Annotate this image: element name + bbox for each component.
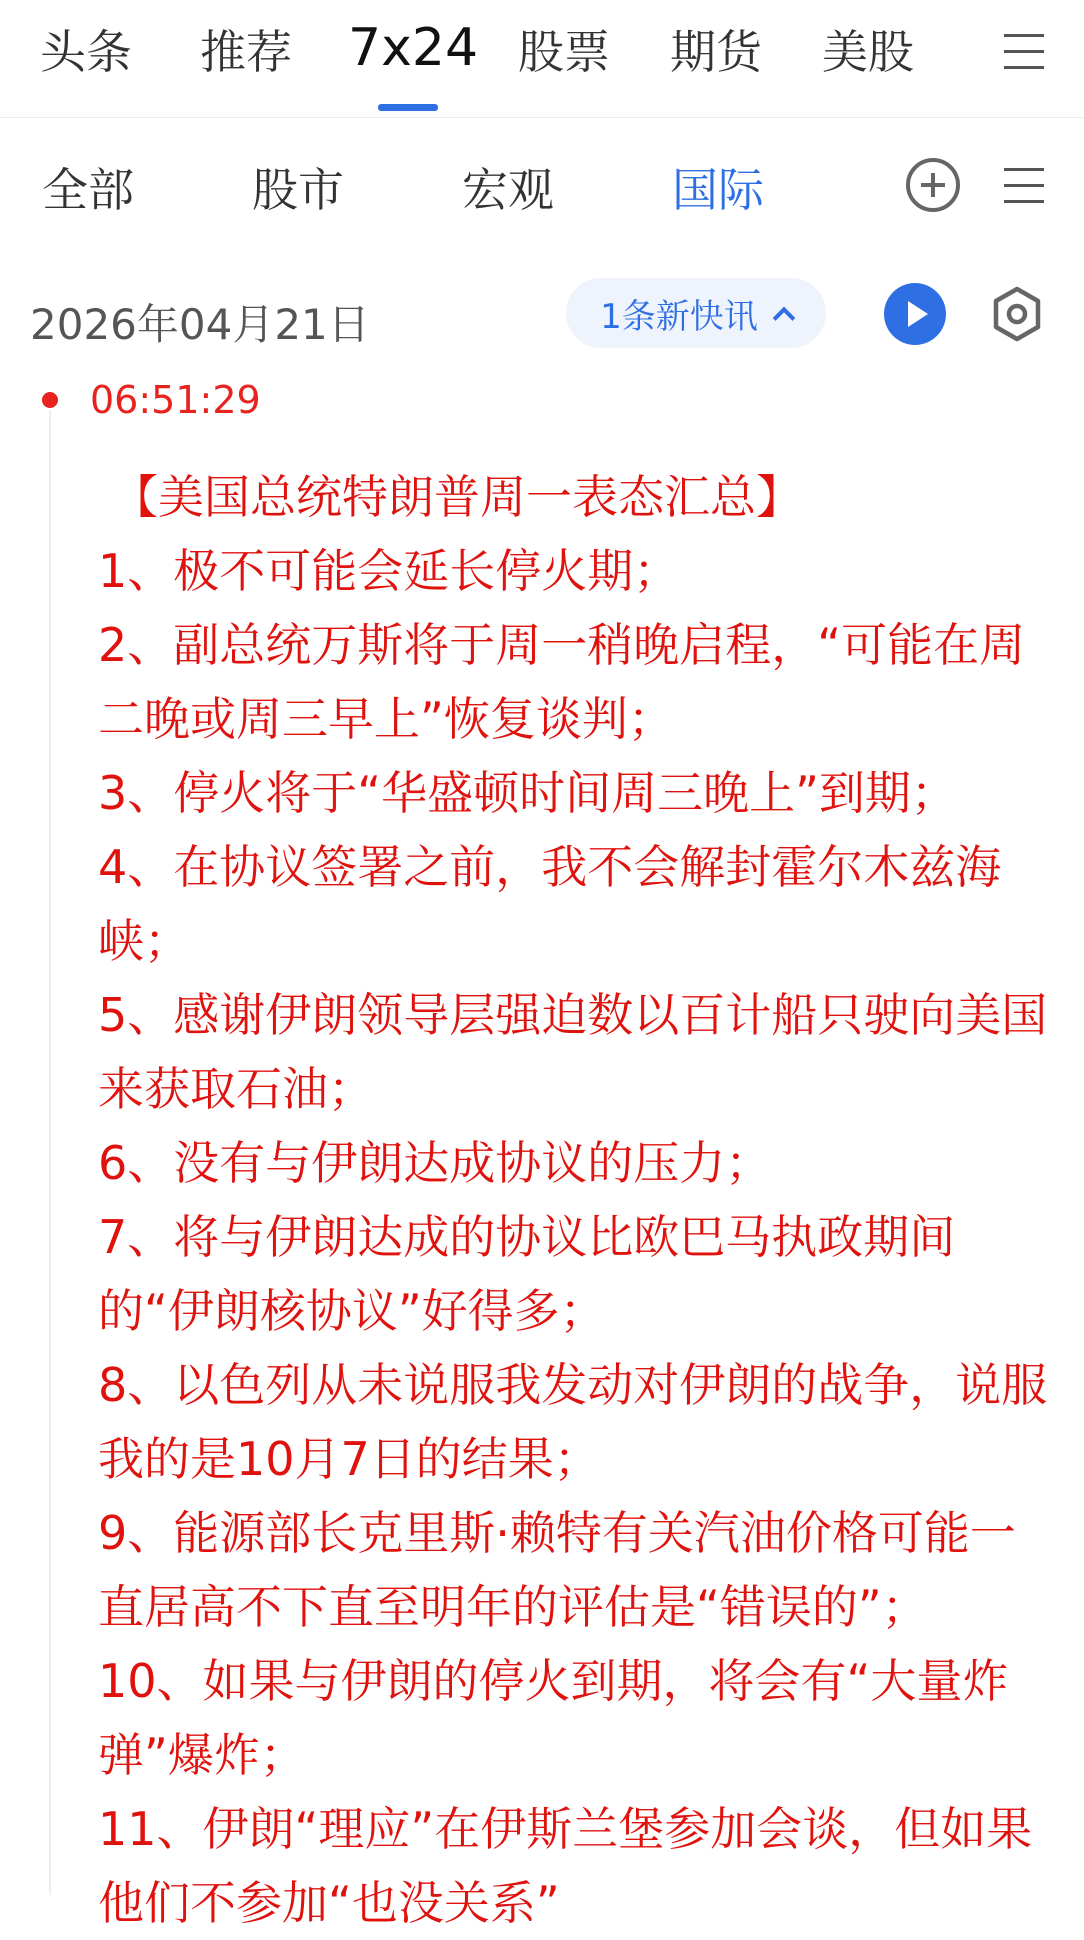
article-title: 【美国总统特朗普周一表态汇总】 [112,470,802,524]
article-item: 4、在协议签署之前，我不会解封霍尔木兹海峡； [98,840,1002,968]
tab-recommend[interactable]: 推荐 [200,25,292,79]
tab-7x24[interactable]: 7x24 [348,18,479,78]
timeline-line [49,410,51,1895]
active-tab-indicator [378,104,438,111]
article-item: 2、副总统万斯将于周一稍晚启程，“可能在周二晚或周三早上”恢复谈判； [98,618,1026,746]
article-item: 8、以色列从未说服我发动对伊朗的战争，说服我的是10月7日的结果； [98,1358,1048,1486]
news-time: 06:51:29 [90,378,261,422]
new-news-label: 1条新快讯 [600,296,758,337]
article-item: 5、感谢伊朗领导层强迫数以百计船只驶向美国来获取石油； [98,988,1048,1116]
chevron-up-icon [772,307,795,330]
article-item: 7、将与伊朗达成的协议比欧巴马执政期间的“伊朗核协议”好得多； [98,1210,956,1338]
date-label: 2026年04月21日 [30,300,370,349]
new-news-button[interactable] [566,278,826,348]
category-stock-market[interactable]: 股市 [252,163,344,217]
category-macro[interactable]: 宏观 [462,163,554,217]
article-item: 3、停火将于“华盛顿时间周三晚上”到期； [98,766,957,820]
tab-stocks[interactable]: 股票 [518,25,610,79]
article-item: 10、如果与伊朗的停火到期，将会有“大量炸弹”爆炸； [98,1654,1009,1782]
menu-icon[interactable] [1004,34,1044,70]
tab-futures[interactable]: 期货 [670,25,762,79]
timeline-dot [42,392,58,408]
tab-headlines[interactable]: 头条 [40,25,132,79]
category-all[interactable]: 全部 [42,163,134,217]
plus-circle-icon[interactable] [906,158,960,212]
article-item: 9、能源部长克里斯·赖特有关汽油价格可能一直居高不下直至明年的评估是“错误的”； [98,1506,1016,1634]
category-international[interactable]: 国际 [672,163,764,217]
article-item: 11、伊朗“理应”在伊斯兰堡参加会谈，但如果他们不参加“也没关系” [98,1802,1033,1930]
tab-us-stocks[interactable]: 美股 [822,25,914,79]
gear-icon[interactable] [990,286,1044,342]
top-tab-bar [0,0,1084,118]
article-item: 1、极不可能会延长停火期； [98,544,680,598]
play-icon[interactable] [884,283,946,345]
news-article[interactable] [98,460,1058,1940]
category-menu-icon[interactable] [1004,168,1044,204]
article-item: 6、没有与伊朗达成协议的压力； [98,1136,772,1190]
